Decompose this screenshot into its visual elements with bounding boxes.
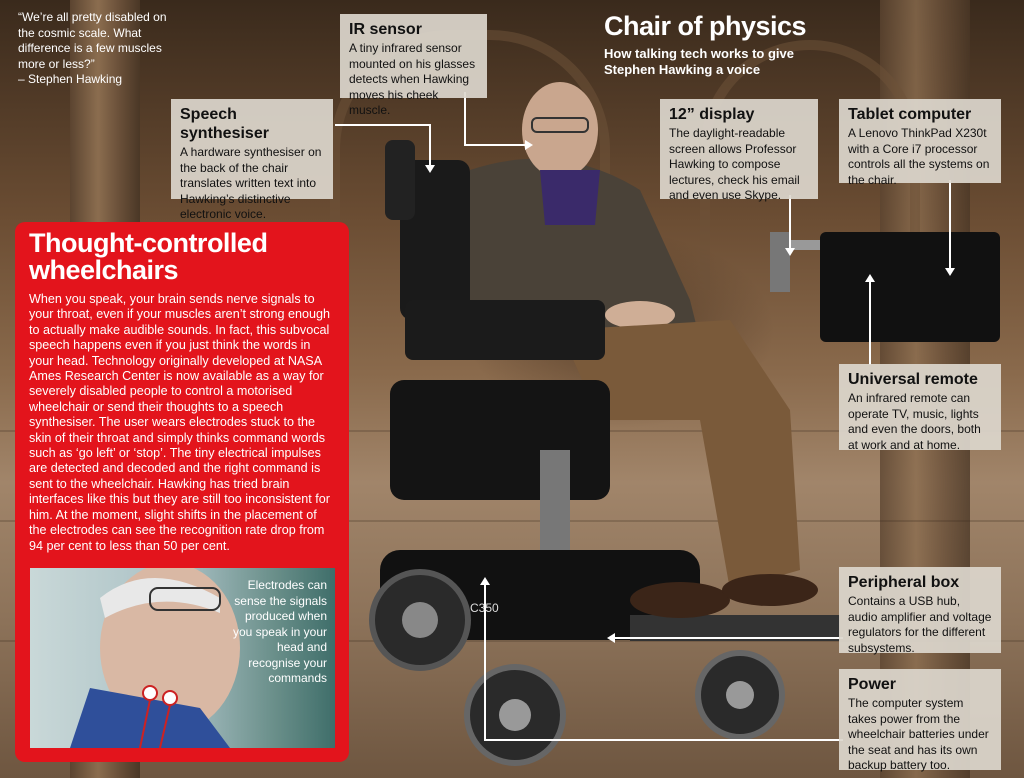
pointer-speech (335, 125, 430, 165)
feature-title (29, 230, 335, 284)
callout-power (839, 669, 1001, 770)
feature-title-line1: Thought-controlled (29, 228, 268, 258)
electrode (163, 691, 177, 705)
front-hub (499, 699, 531, 731)
callout-title: Peripheral box (848, 574, 960, 591)
electrode-inset-photo (30, 568, 335, 748)
arm-mount (770, 232, 790, 292)
rear-hub (402, 602, 438, 638)
tablet (820, 232, 1000, 342)
chair-body (390, 380, 610, 500)
callout-body: The computer system takes power from the wheelchair batteries under the seat and has its own backup battery too. (848, 696, 989, 772)
callout-body: An infrared remote can operate TV, music, lights and even the doors, both at work and at home. (848, 391, 981, 452)
callout-body: A tiny infrared sensor mounted on his glasses detects when Hawking moves his cheek muscle. (349, 41, 476, 117)
callout-ir-sensor (340, 14, 487, 117)
header (604, 10, 834, 78)
feature-title-line2: wheelchairs (29, 255, 179, 285)
speech-synth-unit (385, 140, 415, 220)
callout-body: The daylight-readable screen allows Professor Hawking to compose lectures, check his email and even use Skype. (669, 126, 800, 202)
callout-title: IR sensor (349, 21, 422, 38)
feature-body: When you speak, your brain sends nerve signals to your throat, even if your muscles aren’t strong enough to actually make audible sounds. In fact, this subvocal speech happens even if you just think the words in your head. Technology originally developed at NASA Ames Research Center is now available as a way for severely disabled people to control a motorised wheelchair or send their thoughts to a speech synthesiser. The user wears electrodes stuck to the skin of their throat and simply thinks command words such as ‘go left’ or ‘stop’. The tiny electrical impulses are detected and decoded and the right command is sent to the wheelchair. Hawking has tried brain interfaces like this but they are still too inconsistent for him. At the moment, slight shifts in the placement of the electrodes can see the recognition rate drop from 94 per cent to less than 50 per cent. (29, 292, 331, 553)
callout-title: Power (848, 676, 897, 693)
chair-model-label: C350 (470, 601, 499, 615)
shoe (630, 582, 730, 618)
callout-speech-synthesiser (171, 99, 333, 221)
callout-title: Speech synthesiser (180, 106, 269, 142)
shoe (722, 574, 818, 606)
page-title: Chair of physics (604, 11, 807, 41)
callout-display (660, 99, 818, 202)
seat (405, 300, 605, 360)
shirt (540, 170, 600, 225)
callout-peripheral-box (839, 567, 1001, 653)
quote-attribution: – Stephen Hawking (18, 72, 123, 86)
page-subtitle: How talking tech works to give Stephen Hawking a voice (604, 46, 794, 77)
callout-tablet (839, 99, 1001, 187)
callout-body: Contains a USB hub, audio amplifier and voltage regulators for the different subsystems. (848, 594, 992, 655)
callout-universal-remote (839, 364, 1001, 450)
callout-title: 12” display (669, 106, 755, 123)
callout-body: A Lenovo ThinkPad X230t with a Core i7 processor controls all the systems on the chair. (848, 126, 990, 187)
front-hub-right (726, 681, 754, 709)
quote-text: “We’re all pretty disabled on the cosmic scale. What difference is a few muscles more or less?” (18, 10, 167, 71)
callout-title: Tablet computer (848, 106, 972, 123)
callout-body: A hardware synthesiser on the back of the chair translates written text into Hawking’s distinctive electronic voice. (180, 145, 322, 221)
callout-title: Universal remote (848, 371, 978, 388)
electrode (143, 686, 157, 700)
inset-caption: Electrodes can sense the signals produced when you speak in your head and recognise your commands (232, 578, 327, 685)
quote (18, 10, 178, 88)
